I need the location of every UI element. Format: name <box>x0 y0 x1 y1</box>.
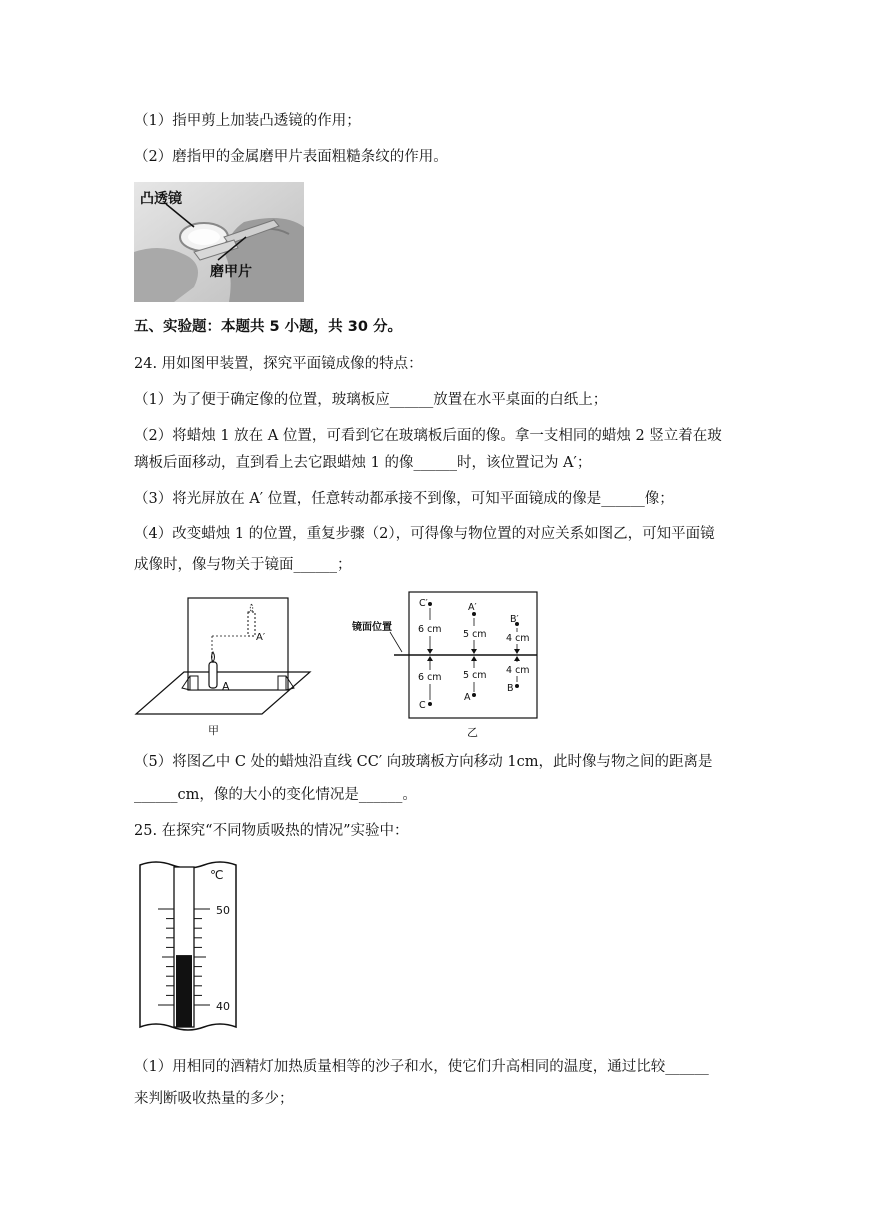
thermometer-tick-40: 40 <box>216 1000 230 1013</box>
q24-sub2-line2: 璃板后面移动，直到看上去它跟蜡烛 1 的像______时，该位置记为 A′； <box>134 455 592 471</box>
q24-sub2-line1: （2）将蜡烛 1 放在 A 位置，可看到它在玻璃板后面的像。拿一支相同的蜡烛 2 竖立着在玻 <box>134 428 722 444</box>
q23-sub2: （2）磨指甲的金属磨甲片表面粗糙条纹的作用。 <box>134 149 448 165</box>
label-A: A <box>222 680 230 693</box>
q24-sub3: （3）将光屏放在 A′ 位置，任意转动都承接不到像，可知平面镜成的像是______像； <box>134 491 674 507</box>
thermometer-unit: ℃ <box>210 868 224 882</box>
label-convex-lens: 凸透镜 <box>140 191 182 207</box>
q24-sub1: （1）为了便于确定像的位置，玻璃板应______放置在水平桌面的白纸上； <box>134 392 608 408</box>
thermometer-liquid <box>176 955 192 1027</box>
nail-clipper-photo <box>134 182 304 302</box>
label-A-prime-yi: A′ <box>468 602 477 613</box>
thermometer-tick-50: 50 <box>216 904 230 917</box>
figure-jia <box>132 592 312 742</box>
dist-B-bottom: 4 cm <box>506 665 530 676</box>
thermometer-figure <box>136 857 248 1037</box>
dist-A-top: 5 cm <box>463 629 487 640</box>
label-B: B <box>507 683 514 694</box>
figure-yi <box>350 590 550 742</box>
q23-sub1: （1）指甲剪上加装凸透镜的作用； <box>134 113 361 129</box>
q24-sub5-line2: ______cm，像的大小的变化情况是______。 <box>134 787 417 803</box>
label-C-prime: C′ <box>419 598 428 609</box>
dist-C-top: 6 cm <box>418 624 442 635</box>
q24-sub4-line2: 成像时，像与物关于镜面______； <box>134 557 352 573</box>
q24-sub5-line1: （5）将图乙中 C 处的蜡烛沿直线 CC′ 向玻璃板方向移动 1cm，此时像与物之间的距离是 <box>134 754 713 770</box>
label-A-yi: A <box>464 692 471 703</box>
label-nail-file: 磨甲片 <box>210 264 252 280</box>
caption-yi: 乙 <box>467 726 478 739</box>
q25-stem: 25. 在探究“不同物质吸热的情况”实验中： <box>134 823 409 839</box>
dist-A-bottom: 5 cm <box>463 670 487 681</box>
label-A-prime: A′ <box>256 632 266 643</box>
q25-sub1-line2: 来判断吸收热量的多少； <box>134 1091 294 1107</box>
q24-sub4-line1: （4）改变蜡烛 1 的位置，重复步骤（2），可得像与物位置的对应关系如图乙，可知平面镜 <box>134 526 715 542</box>
dist-B-top: 4 cm <box>506 633 530 644</box>
dist-C-bottom: 6 cm <box>418 672 442 683</box>
label-C: C <box>419 700 426 711</box>
q25-sub1-line1: （1）用相同的酒精灯加热质量相等的沙子和水，使它们升高相同的温度，通过比较______ <box>134 1059 709 1075</box>
label-B-prime: B′ <box>510 614 519 625</box>
mirror-position-label: 镜面位置 <box>352 622 392 633</box>
q24-stem: 24. 用如图甲装置，探究平面镜成像的特点： <box>134 356 423 372</box>
section-5-heading: 五、实验题：本题共 5 小题，共 30 分。 <box>134 319 402 335</box>
caption-jia: 甲 <box>208 724 219 737</box>
